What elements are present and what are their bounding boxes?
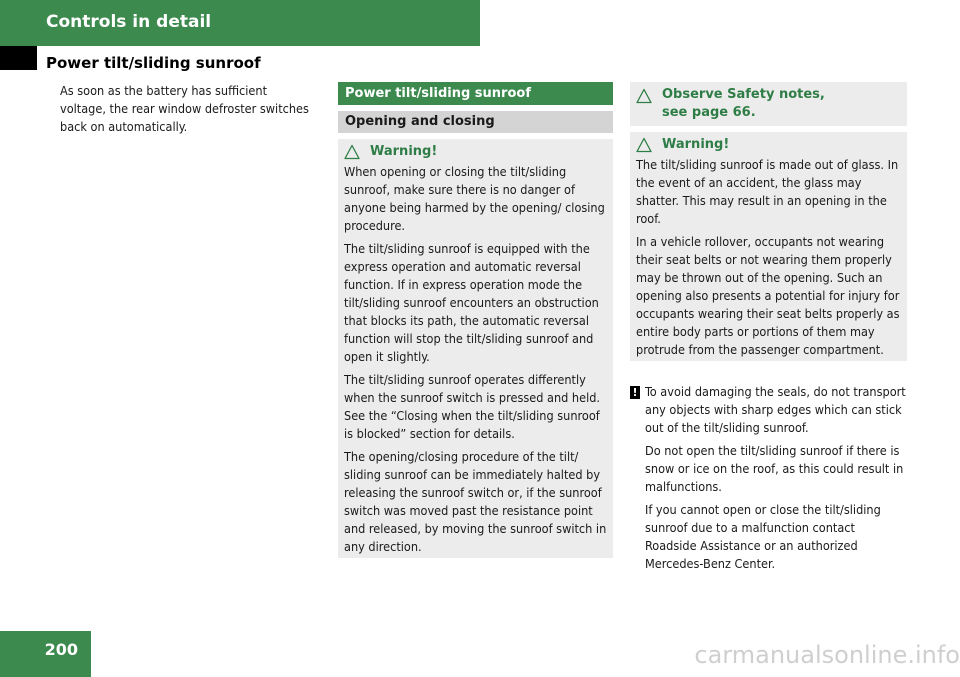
warning-paragraph: The opening/closing procedure of the tilt/ sliding sunroof can be immediately halted by releasing the sunroof switch or, if the sunroof switch was moved past the resistance point and released, by moving the sunroof switch in any direction. (344, 449, 607, 554)
warning-header (344, 143, 607, 161)
chapter-title: Controls in detail (46, 12, 212, 32)
warning-paragraph: The tilt/sliding sunroof is made out of glass. In the event of an accident, the glass may shatter. This may result in an opening in the roof. (636, 157, 899, 226)
warning-box (338, 139, 613, 558)
sunroof-heading: Power tilt/sliding sunroof (338, 82, 613, 105)
warning-paragraph: The tilt/sliding sunroof operates differently when the sunroof switch is pressed and held. See the “Closing when the tilt/sliding sunroof is blocked” section for details. (344, 372, 601, 441)
chapter-header (0, 0, 480, 46)
observe-safety-notes: Observe Safety notes, see page 66. (662, 87, 825, 120)
warning-triangle-icon (636, 137, 652, 153)
opening-closing-subheading: Opening and closing (338, 111, 613, 133)
warning-paragraph: The tilt/sliding sunroof is equipped with the express operation and automatic reversal function. If in express operation mode the tilt/sliding sunroof encounters an obstruction that blocks its path, the automatic reversal function will stop the tilt/sliding sunroof and open it slightly. (344, 241, 599, 364)
warning-title: Warning! (370, 144, 438, 159)
exclamation-note-icon: ! (630, 386, 640, 399)
warning-title: Warning! (662, 137, 730, 152)
warning-paragraph: In a vehicle rollover, occupants not wearing their seat belts or not wearing them properly may be thrown out of the opening. Such an opening also presents a potential for injury for occupants wearing their seat belts properly as entire body parts or portions of them may protrude from the passenger compartment. (636, 234, 900, 357)
note-paragraph: To avoid damaging the seals, do not transport any objects with sharp edges which can stick out of the tilt/sliding sunroof. (645, 384, 906, 435)
note-paragraph: If you cannot open or close the tilt/sliding sunroof due to a malfunction contact Roadside Assistance or an authorized Mercedes-Benz Center. (645, 502, 881, 571)
column-left (60, 82, 315, 136)
observe-header (636, 86, 901, 122)
watermark: carmanualsonline.info (694, 641, 960, 669)
glass-warning-box (630, 132, 907, 361)
page-number: 200 (0, 631, 91, 677)
column-right (630, 82, 907, 578)
warning-triangle-icon (636, 88, 652, 104)
defroster-note: As soon as the battery has sufficient voltage, the rear window defroster switches back on automatically. (60, 83, 309, 134)
column-middle (338, 82, 613, 558)
note-paragraph: Do not open the tilt/sliding sunroof if there is snow or ice on the roof, as this could result in malfunctions. (645, 443, 904, 494)
warning-paragraph: When opening or closing the tilt/sliding sunroof, make sure there is no danger of anyone being harmed by the opening/ closing procedure. (344, 164, 605, 233)
damage-note (630, 383, 907, 573)
section-marker (0, 46, 37, 70)
section-title: Power tilt/sliding sunroof (46, 54, 261, 72)
observe-box (630, 82, 907, 126)
warning-triangle-icon (344, 144, 360, 160)
warning-header (636, 136, 901, 154)
